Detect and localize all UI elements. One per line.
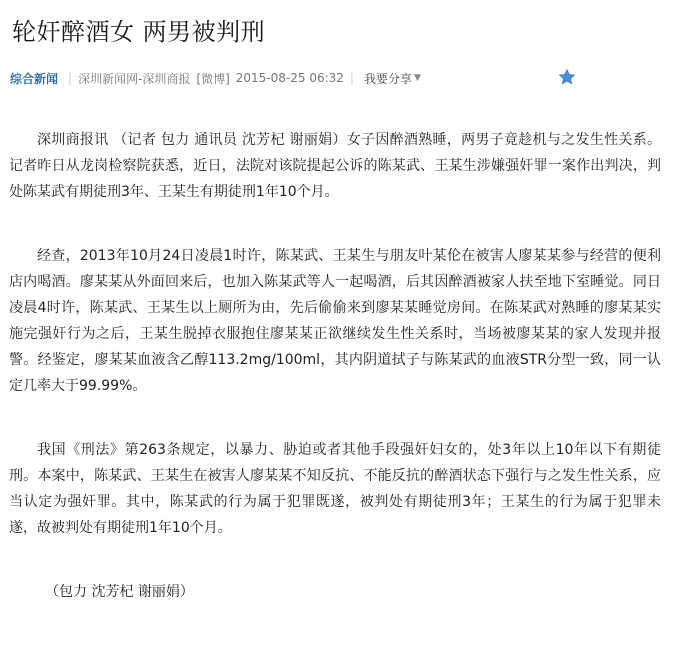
article-paragraph: 我国《刑法》第263条规定，以暴力、胁迫或者其他手段强奸妇女的，处3年以上10年以下有期徒刑。本案中，陈某武、王某生在被害人廖某某不知反抗、不能反抗的醉酒状态下强行与之发生性关系，应当认定为强奸罪。其中，陈某武的行为属于犯罪既遂，被判处有期徒刑3年；王某生的行为属于犯罪未遂，故被判处有期徒刑1年10个月。	[9, 442, 661, 536]
article-paragraph: 经查，2013年10月24日凌晨1时许，陈某武、王某生与朋友叶某伦在被害人廖某某参与经营的便利店内喝酒。廖某某从外面回来后，也加入陈某武等人一起喝酒，后其因醉酒被家人扶至地下室睡觉。同日凌晨4时许，陈某武、王某生以上厕所为由，先后偷偷来到廖某某睡觉房间。在陈某武对熟睡的廖某某实施完强奸行为之后，王某生脱掉衣服抱住廖某某正欲继续发生性关系时，当场被廖某某的家人发现并报警。经鉴定，廖某某血液含乙醇113.2mg/100ml，其内阴道拭子与陈某武的血液STR分型一致，同一认定几率大于99.99%。	[9, 248, 661, 394]
article-paragraph: 深圳商报讯 （记者 包力 通讯员 沈芳杞 谢丽娟）女子因醉酒熟睡，两男子竟趁机与之发生性关系。记者昨日从龙岗检察院获悉，近日，法院对该院提起公诉的陈某武、王某生涉嫌强奸罪一案作出判决，判处陈某武有期徒刑3年、王某生有期徒刑1年10个月。	[9, 132, 661, 200]
divider: |	[68, 71, 73, 85]
chevron-down-icon[interactable]: ▼	[413, 73, 421, 83]
weibo-link[interactable]: [微博]	[196, 71, 230, 86]
share-button[interactable]: 我要分享	[363, 71, 412, 86]
divider: |	[349, 71, 354, 85]
article-body	[9, 127, 661, 643]
channel-link[interactable]: 综合新闻	[10, 71, 59, 86]
article-title: 轮奸醉酒女 两男被判刑	[12, 18, 266, 46]
publish-time: 2015-08-25 06:32	[235, 71, 344, 85]
article-meta-bar	[10, 64, 580, 92]
source-link[interactable]: 深圳新闻网-深圳商报	[78, 71, 191, 86]
star-icon[interactable]	[558, 68, 576, 86]
author-signature: （包力 沈芳杞 谢丽娟）	[45, 584, 194, 600]
